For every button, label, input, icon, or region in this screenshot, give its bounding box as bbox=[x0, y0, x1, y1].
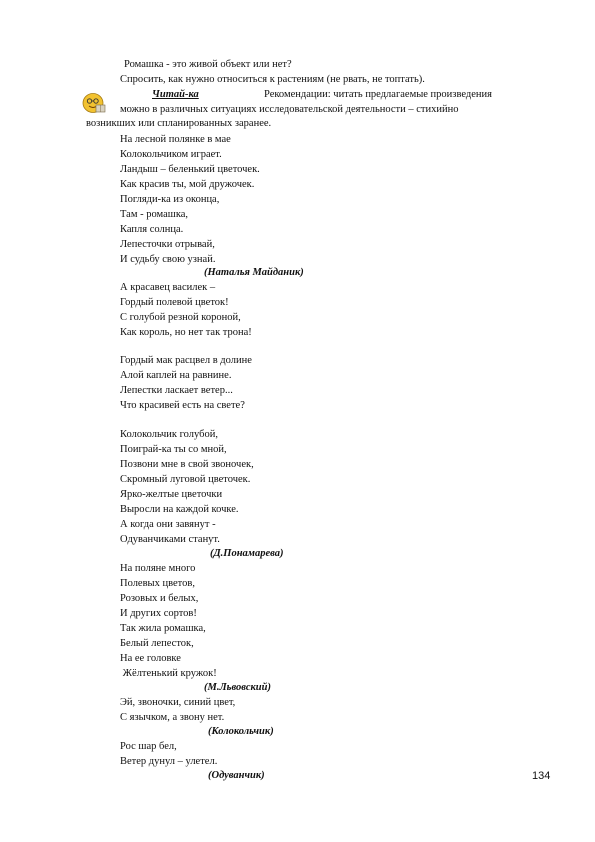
poem-line: И других сортов! bbox=[120, 608, 197, 619]
poem-author: (Д.Понамарева) bbox=[210, 548, 284, 559]
poem-line: С голубой резной короной, bbox=[120, 312, 241, 323]
poem-line: Жёлтенький кружок! bbox=[120, 668, 217, 679]
poem-line: Алой каплей на равнине. bbox=[120, 370, 232, 381]
riddle-line: С язычком, а звону нет. bbox=[120, 712, 225, 723]
intro-line-1: Ромашка - это живой объект или нет? bbox=[124, 59, 292, 70]
intro-line-2: Спросить, как нужно относиться к растениям (не рвать, не топтать). bbox=[120, 74, 425, 85]
riddle-answer: (Колокольчик) bbox=[208, 726, 274, 737]
poem-line: Полевых цветов, bbox=[120, 578, 195, 589]
recommendation-line-1: Рекомендации: читать предлагаемые произведения bbox=[264, 89, 492, 100]
poem-line: Погляди-ка из оконца, bbox=[120, 194, 220, 205]
poem-line: Одуванчиками станут. bbox=[120, 534, 220, 545]
poem-line: Белый лепесток, bbox=[120, 638, 194, 649]
poem-line: На лесной полянке в мае bbox=[120, 134, 231, 145]
poem-line: Так жила ромашка, bbox=[120, 623, 206, 634]
poem-line: Колокольчиком играет. bbox=[120, 149, 222, 160]
riddle-line: Эй, звоночки, синий цвет, bbox=[120, 697, 236, 708]
poem-line: И судьбу свою узнай. bbox=[120, 254, 216, 265]
riddle-line: Ветер дунул – улетел. bbox=[120, 756, 218, 767]
smiley-reading-icon bbox=[82, 92, 106, 114]
recommendation-line-3: возникших или спланированных заранее. bbox=[86, 118, 272, 129]
poem-line: Лепестки ласкает ветер... bbox=[120, 385, 233, 396]
poem-author: (Наталья Майданик) bbox=[204, 267, 304, 278]
poem-line: Розовых и белых, bbox=[120, 593, 199, 604]
recommendation-line-2: можно в различных ситуациях исследовательской деятельности – стихийно bbox=[120, 104, 459, 115]
poem-line: Как король, но нет так трона! bbox=[120, 327, 252, 338]
poem-line: Как красив ты, мой дружочек. bbox=[120, 179, 255, 190]
poem-line: А красавец василек – bbox=[120, 282, 216, 293]
poem-line: Скромный луговой цветочек. bbox=[120, 474, 251, 485]
poem-line: Ландыш – беленький цветочек. bbox=[120, 164, 260, 175]
poem-line: Гордый мак расцвел в долине bbox=[120, 355, 252, 366]
poem-line: Поиграй-ка ты со мной, bbox=[120, 444, 227, 455]
page-number: 134 bbox=[532, 770, 551, 782]
poem-line: Гордый полевой цветок! bbox=[120, 297, 229, 308]
poem-line: Выросли на каждой кочке. bbox=[120, 504, 239, 515]
riddle-answer: (Одуванчик) bbox=[208, 770, 265, 781]
poem-line: Позвони мне в свой звоночек, bbox=[120, 459, 254, 470]
poem-line: Там - ромашка, bbox=[120, 209, 189, 220]
poem-line: А когда они завянут - bbox=[120, 519, 216, 530]
section-title: Читай-ка bbox=[152, 89, 199, 100]
poem-line: На ее головке bbox=[120, 653, 181, 664]
poem-line: Капля солнца. bbox=[120, 224, 184, 235]
poem-author: (М.Львовский) bbox=[204, 682, 271, 693]
poem-line: Колокольчик голубой, bbox=[120, 429, 218, 440]
riddle-line: Рос шар бел, bbox=[120, 741, 177, 752]
poem-line: На поляне много bbox=[120, 563, 196, 574]
poem-line: Что красивей есть на свете? bbox=[120, 400, 245, 411]
poem-line: Ярко-желтые цветочки bbox=[120, 489, 223, 500]
poem-line: Лепесточки отрывай, bbox=[120, 239, 215, 250]
